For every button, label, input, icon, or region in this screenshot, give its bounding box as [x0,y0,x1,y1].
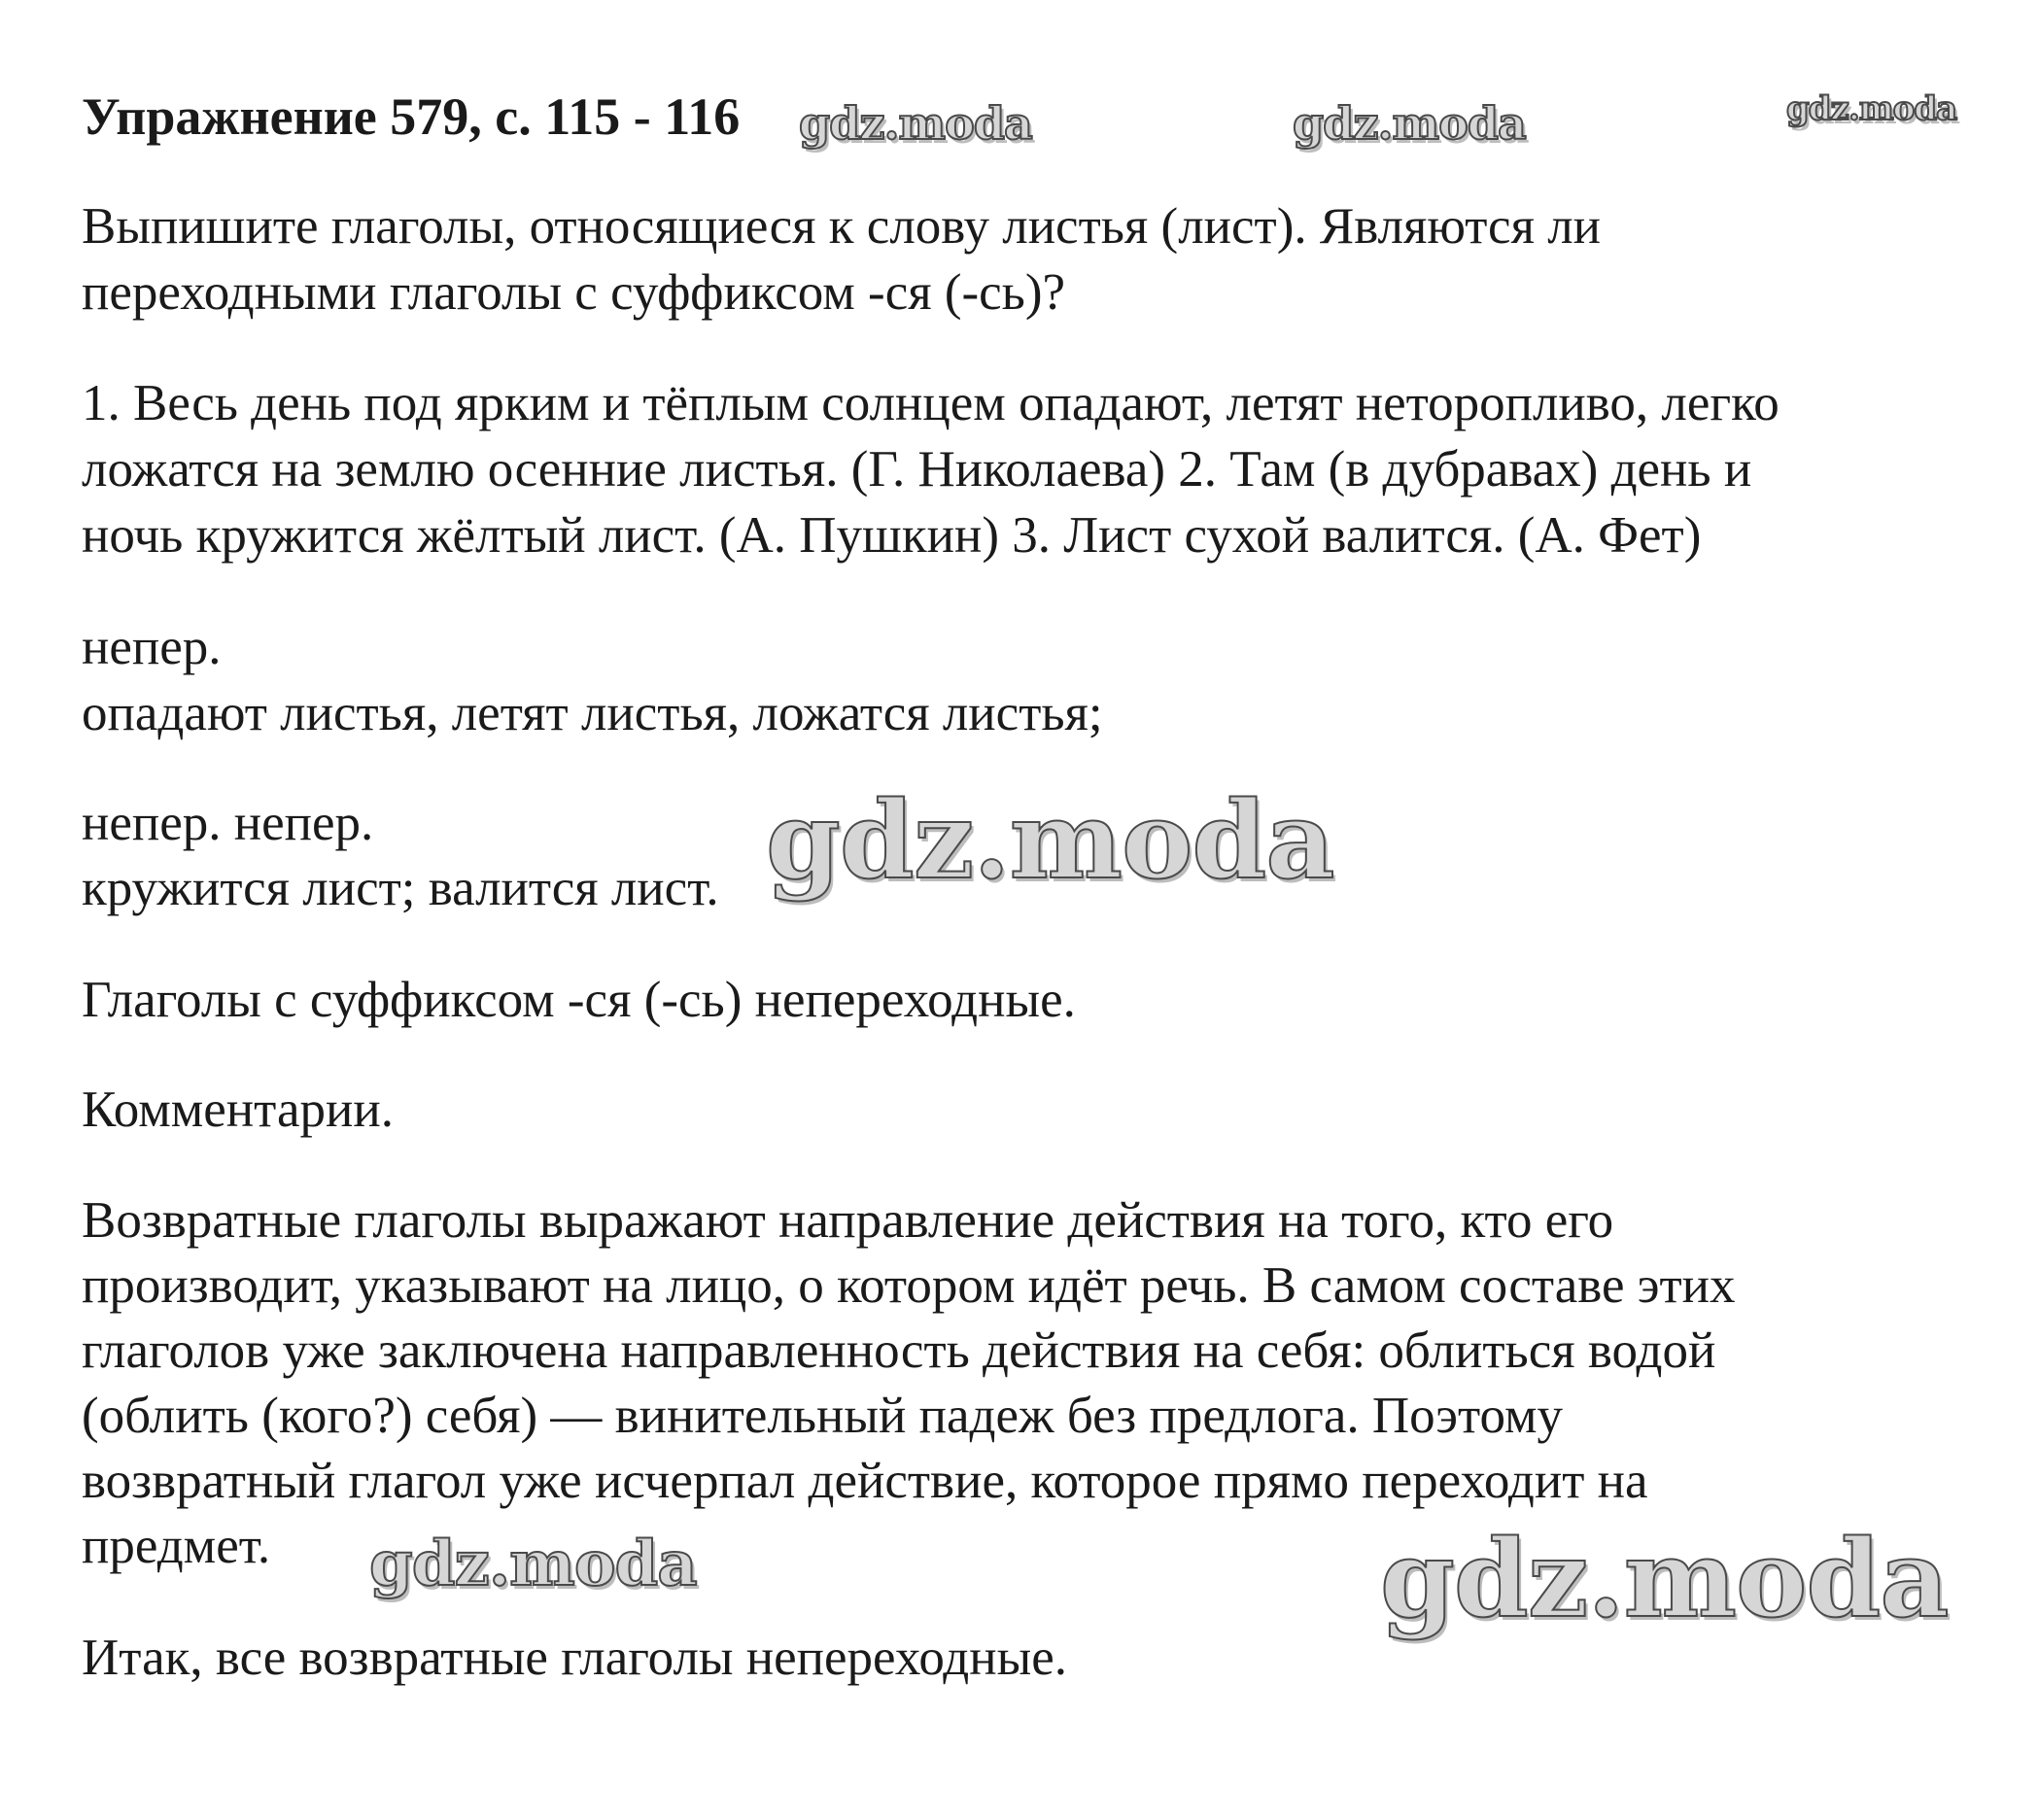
comment-line-1: Возвратные глаголы выражают направление действия на того, кто его [82,1192,1614,1249]
exercise-title: Упражнение 579, с. 115 - 116 [82,87,741,146]
comment-line-3: глаголов уже заключена направленность действия на себя: облиться водой [82,1322,1716,1379]
conclusion-text: Глаголы с суффиксом -ся (-сь) непереходные. [82,972,1076,1028]
answer-1-text: опадают листья, летят листья, ложатся листья; [82,685,1103,741]
watermark-top-2: gdz.moda [1293,97,1526,150]
comment-line-2: производит, указывают на лицо, о котором идёт речь. В самом составе этих [82,1257,1736,1314]
watermark-top-1: gdz.moda [799,97,1032,150]
sentence-line-2: ложатся на землю осенние листья. (Г. Николаева) 2. Там (в дубравах) день и [82,441,1752,498]
comment-line-4: (облить (кого?) себя) — винительный падеж без предлога. Поэтому [82,1388,1564,1444]
final-statement: Итак, все возвратные глаголы непереходные. [82,1630,1068,1686]
task-line-2: переходными глаголы с суффиксом -ся (-сь)? [82,264,1066,321]
watermark-center: gdz.moda [766,777,1334,903]
watermark-top-3: gdz.moda [1786,89,1957,128]
answer-2-marks: непер. непер. [82,795,374,851]
task-line-1: Выпишите глаголы, относящиеся к слову листья (лист). Являются ли [82,198,1602,255]
comments-heading: Комментарии. [82,1082,394,1138]
watermark-bottom-left: gdz.moda [369,1528,697,1600]
sentence-line-1: 1. Весь день под ярким и тёплым солнцем опадают, летят неторопливо, легко [82,375,1780,431]
comment-line-6: предмет. [82,1518,271,1574]
answer-1-marks: непер. [82,619,222,675]
answer-2-text: кружится лист; валится лист. [82,860,719,916]
comment-line-5: возвратный глагол уже исчерпал действие, которое прямо переходит на [82,1453,1648,1509]
sentence-line-3: ночь кружится жёлтый лист. (А. Пушкин) 3. Лист сухой валится. (А. Фет) [82,507,1702,564]
watermark-bottom-right: gdz.moda [1380,1516,1949,1641]
